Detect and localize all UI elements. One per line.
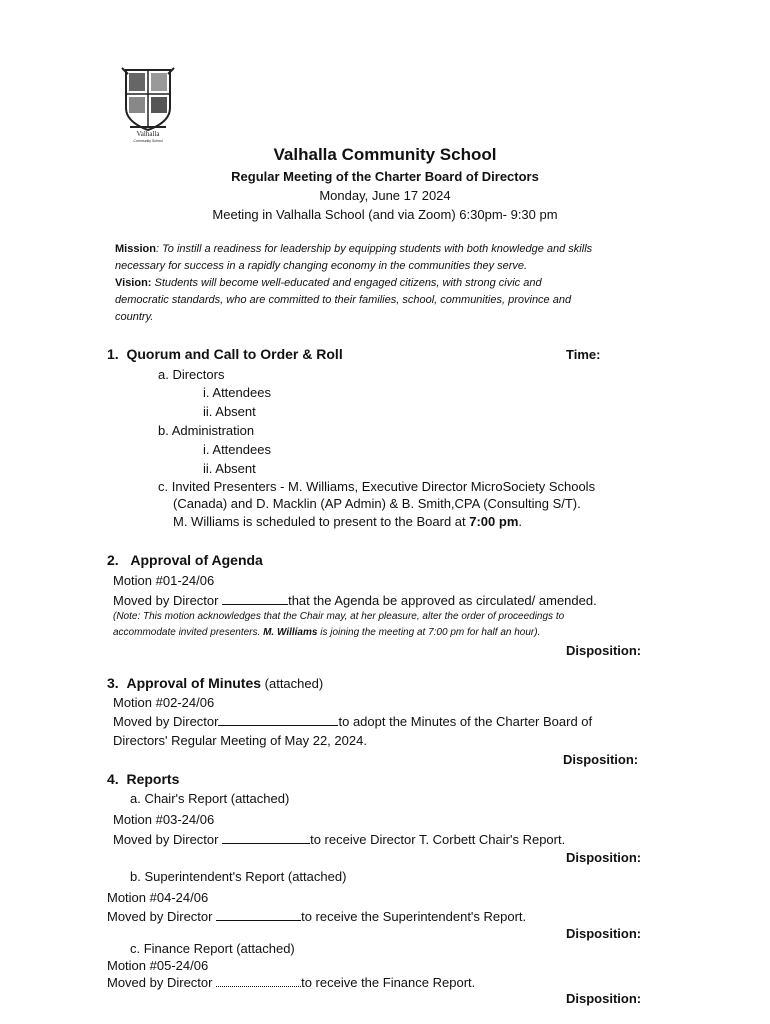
motion-03: Motion #03-24/06 xyxy=(113,812,215,827)
meeting-date: Monday, June 17 2024 xyxy=(319,188,451,203)
disposition-label: Disposition: xyxy=(566,850,642,865)
section-3-heading: 3. Approval of Minutes (attached) xyxy=(107,675,324,691)
presentation-schedule: M. Williams is scheduled to present to the Board at 7:00 pm. xyxy=(173,514,523,529)
disposition-label: Disposition: xyxy=(563,752,639,767)
svg-text:Community School: Community School xyxy=(133,139,163,143)
vision-line: Vision: Students will become well-educated and engaged citizens, with strong civic and xyxy=(115,277,542,289)
invited-presenters-line-2: (Canada) and D. Macklin (AP Admin) & B. Smith,CPA (Consulting S/T). xyxy=(173,496,581,511)
roll-directors: a. Directors xyxy=(158,367,225,382)
section-4-heading: 4. Reports xyxy=(107,771,180,787)
vision-line-2: democratic standards, who are committed to their families, school, communities, province and xyxy=(115,294,572,306)
vision-line-3: country. xyxy=(115,311,154,323)
school-name: Valhalla Community School xyxy=(273,145,497,164)
agenda-note: (Note: This motion acknowledges that the Chair may, at her pleasure, alter the order of proceedings to xyxy=(113,611,565,622)
motion-02-moved: Moved by Director to adopt the Minutes of the Charter Board of xyxy=(113,714,593,729)
roll-directors-absent: ii. Absent xyxy=(203,404,256,419)
motion-02: Motion #02-24/06 xyxy=(113,695,215,710)
motion-03-moved: Moved by Director to receive Director T. Corbett Chair's Report. xyxy=(113,832,566,847)
chair-report: a. Chair's Report (attached) xyxy=(130,791,290,806)
disposition-label: Disposition: xyxy=(566,926,642,941)
motion-04-moved: Moved by Director to receive the Superintendent's Report. xyxy=(107,909,527,924)
section-1-heading: 1. Quorum and Call to Order & Roll xyxy=(107,346,343,362)
motion-01: Motion #01-24/06 xyxy=(113,573,215,588)
disposition-label: Disposition: xyxy=(566,643,642,658)
roll-directors-attendees: i. Attendees xyxy=(203,385,271,400)
time-label: Time: xyxy=(566,347,601,362)
section-2-heading: 2. Approval of Agenda xyxy=(107,552,263,568)
superintendent-report: b. Superintendent's Report (attached) xyxy=(130,869,347,884)
motion-01-moved: Moved by Director that the Agenda be approved as circulated/ amended. xyxy=(113,593,597,608)
mission-line-2: necessary for success in a rapidly changing economy in the communities they serve. xyxy=(115,260,528,272)
meeting-location: Meeting in Valhalla School (and via Zoom) 6:30pm- 9:30 pm xyxy=(212,207,558,222)
invited-presenters: c. Invited Presenters - M. Williams, Executive Director MicroSociety Schools xyxy=(158,479,596,494)
svg-text:Valhalla: Valhalla xyxy=(136,130,160,138)
mission-line: Mission: To instill a readiness for leadership by equipping students with both knowledge and skills xyxy=(115,243,593,255)
disposition-label: Disposition: xyxy=(566,991,642,1006)
motion-05-moved: Moved by Director to receive the Finance Report. xyxy=(107,975,476,990)
school-crest-logo xyxy=(120,64,176,144)
meeting-title: Regular Meeting of the Charter Board of Directors xyxy=(231,169,539,184)
roll-administration: b. Administration xyxy=(158,423,255,438)
finance-report: c. Finance Report (attached) xyxy=(130,941,295,956)
agenda-note-line-2: accommodate invited presenters. M. Williams is joining the meeting at 7:00 pm for half an hour). xyxy=(113,627,541,638)
motion-04: Motion #04-24/06 xyxy=(107,890,209,905)
motion-02-moved-line-2: Directors' Regular Meeting of May 22, 2024. xyxy=(113,733,367,748)
motion-05: Motion #05-24/06 xyxy=(107,958,209,973)
roll-administration-absent: ii. Absent xyxy=(203,461,256,476)
roll-administration-attendees: i. Attendees xyxy=(203,442,271,457)
